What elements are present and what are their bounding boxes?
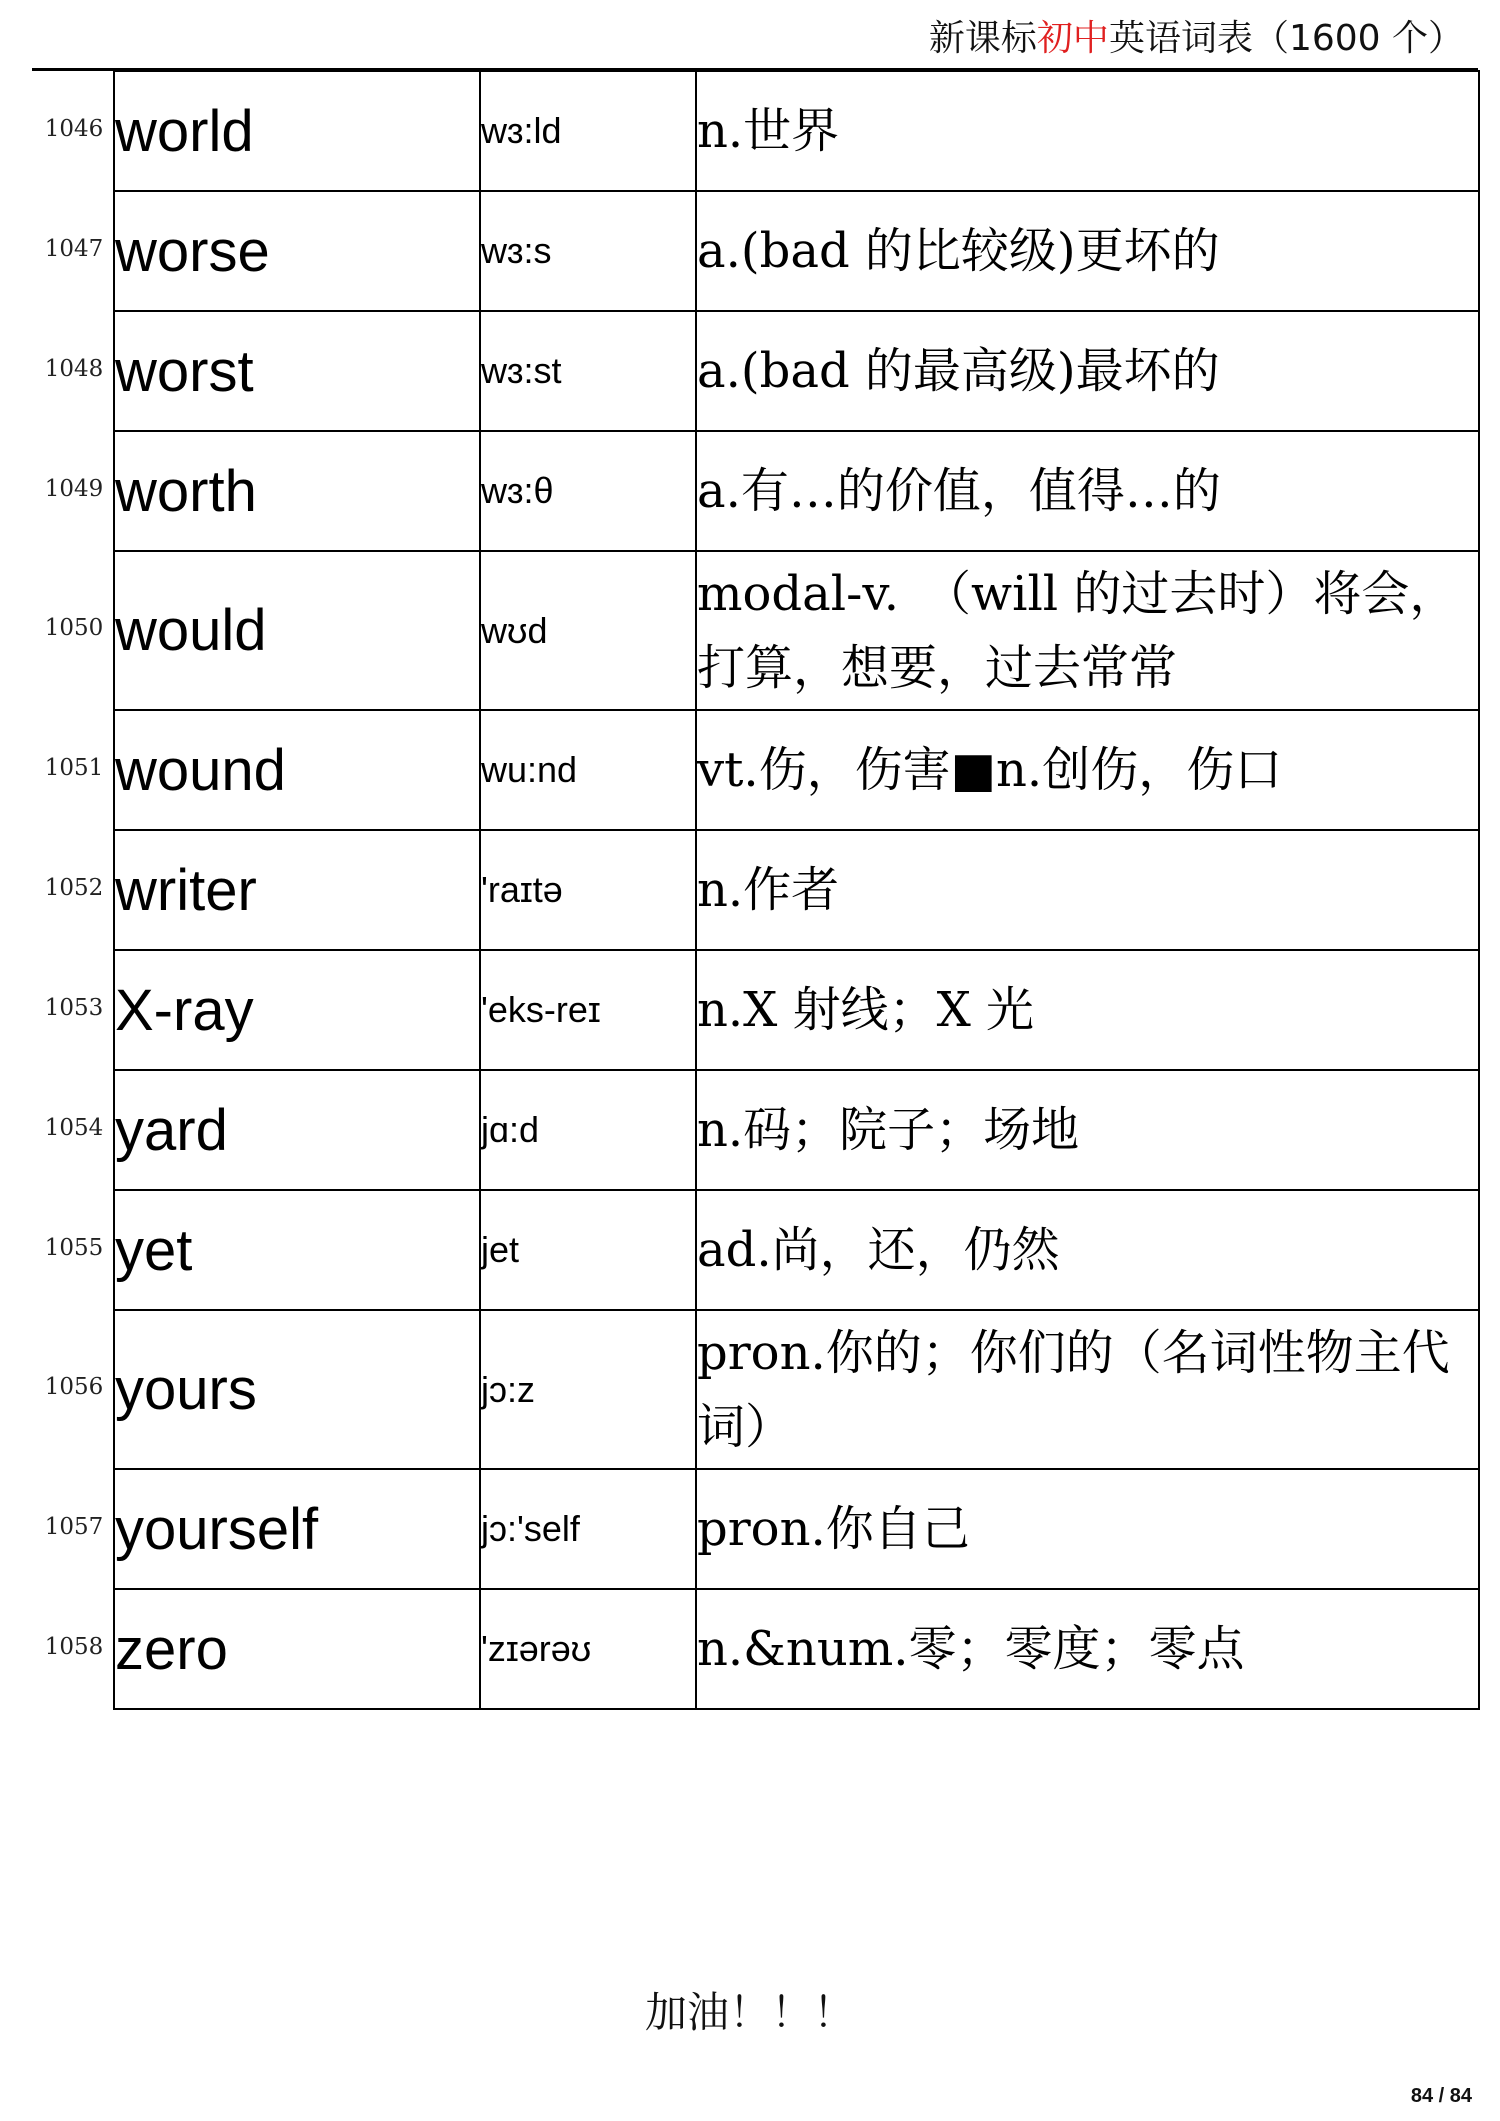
phonetic-cell: wɜ:st xyxy=(480,311,696,431)
page-number: 84 / 84 xyxy=(1410,2085,1472,2107)
row-index: 1048 xyxy=(44,356,104,382)
phonetic-cell: 'eks-reɪ xyxy=(480,950,696,1070)
word-cell: yard xyxy=(114,1070,480,1190)
word-cell: world xyxy=(114,71,480,191)
word-cell: worst xyxy=(114,311,480,431)
row-index: 1054 xyxy=(44,1115,104,1141)
word-cell: writer xyxy=(114,830,480,950)
row-index: 1047 xyxy=(44,236,104,262)
word-cell: yet xyxy=(114,1190,480,1310)
definition-cell: pron.你的；你们的（名词性物主代词） xyxy=(696,1310,1479,1469)
phonetic-cell: wʊd xyxy=(480,551,696,710)
row-index: 1052 xyxy=(44,875,104,901)
row-index: 1053 xyxy=(44,995,104,1021)
definition-cell: modal-v. （will 的过去时）将会，打算，想要，过去常常 xyxy=(696,551,1479,710)
table-row xyxy=(114,950,1479,1070)
definition-cell: n.世界 xyxy=(696,71,1479,191)
header-title-highlight: 初中 xyxy=(1036,18,1109,59)
table-row xyxy=(114,1469,1479,1589)
header-title-part1: 新课标 xyxy=(928,18,1037,59)
phonetic-cell: jet xyxy=(480,1190,696,1310)
definition-cell: n.X 射线；X 光 xyxy=(696,950,1479,1070)
row-index: 1046 xyxy=(44,116,104,142)
word-cell: worth xyxy=(114,431,480,551)
definition-cell: a.有…的价值，值得…的 xyxy=(696,431,1479,551)
table-row xyxy=(114,1070,1479,1190)
word-cell: yourself xyxy=(114,1469,480,1589)
definition-cell: ad.尚，还，仍然 xyxy=(696,1190,1479,1310)
definition-cell: a.(bad 的最高级)最坏的 xyxy=(696,311,1479,431)
word-cell: worse xyxy=(114,191,480,311)
row-index: 1049 xyxy=(44,476,104,502)
table-row xyxy=(114,71,1479,191)
phonetic-cell: jɔ:z xyxy=(480,1310,696,1469)
row-index: 1056 xyxy=(44,1374,104,1400)
definition-cell: n.码；院子；场地 xyxy=(696,1070,1479,1190)
table-row xyxy=(114,551,1479,710)
definition-cell: pron.你自己 xyxy=(696,1469,1479,1589)
phonetic-cell: 'zɪərəʊ xyxy=(480,1589,696,1709)
definition-cell: vt.伤，伤害■n.创伤，伤口 xyxy=(696,710,1479,830)
row-index: 1050 xyxy=(44,615,104,641)
table-row xyxy=(114,830,1479,950)
phonetic-cell: jɔ:'self xyxy=(480,1469,696,1589)
phonetic-cell: wɜ:θ xyxy=(480,431,696,551)
word-cell: would xyxy=(114,551,480,710)
table-row xyxy=(114,1589,1479,1709)
definition-cell: n.&num.零；零度；零点 xyxy=(696,1589,1479,1709)
table-row xyxy=(114,191,1479,311)
row-index: 1058 xyxy=(44,1634,104,1660)
page-header-title xyxy=(929,14,1464,64)
word-cell: X-ray xyxy=(114,950,480,1070)
table-row xyxy=(114,311,1479,431)
vocabulary-table xyxy=(113,70,1480,1710)
phonetic-cell: wɜ:ld xyxy=(480,71,696,191)
row-index: 1057 xyxy=(44,1514,104,1540)
phonetic-cell: 'raɪtə xyxy=(480,830,696,950)
phonetic-cell: wɜ:s xyxy=(480,191,696,311)
table-row xyxy=(114,431,1479,551)
phonetic-cell: wu:nd xyxy=(480,710,696,830)
word-cell: wound xyxy=(114,710,480,830)
table-row xyxy=(114,710,1479,830)
footer-cheer-text: 加油！！！ xyxy=(644,1988,855,2037)
table-row xyxy=(114,1310,1479,1469)
row-index: 1051 xyxy=(44,755,104,781)
word-cell: yours xyxy=(114,1310,480,1469)
phonetic-cell: jɑ:d xyxy=(480,1070,696,1190)
header-title-part2: 英语词表（1600 个） xyxy=(1108,18,1464,59)
row-index: 1055 xyxy=(44,1235,104,1261)
definition-cell: a.(bad 的比较级)更坏的 xyxy=(696,191,1479,311)
word-cell: zero xyxy=(114,1589,480,1709)
definition-cell: n.作者 xyxy=(696,830,1479,950)
table-row xyxy=(114,1190,1479,1310)
